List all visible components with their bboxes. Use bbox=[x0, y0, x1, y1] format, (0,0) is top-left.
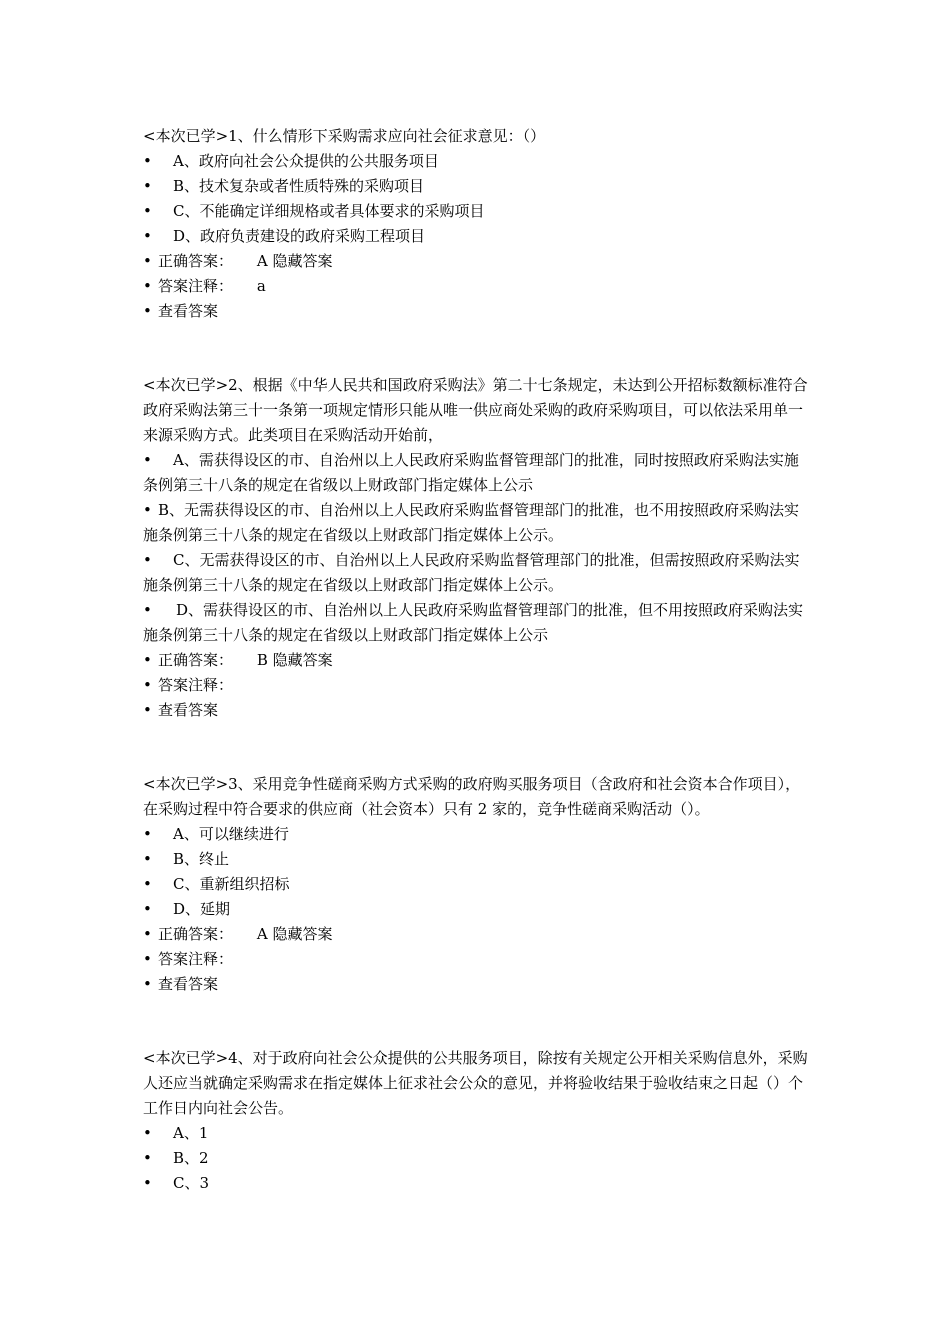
view-answer-row: • 查看答案 bbox=[143, 302, 219, 320]
hide-answer-link[interactable]: 隐藏答案 bbox=[272, 925, 333, 943]
question-stem: <本次已学>1、什么情形下采购需求应向社会征求意见：（） bbox=[143, 127, 546, 145]
question-stem: <本次已学>2、根据《中华人民共和国政府采购法》第二十七条规定，未达到公开招标数额标准符合政府采购法第三十一条第一项规定情形只能从唯一供应商处采购的政府采购项目，可以依法采用单一来源采购方式。此类项目在采购活动开始前， bbox=[143, 376, 808, 444]
question-stem: <本次已学>3、采用竞争性磋商采购方式采购的政府购买服务项目（含政府和社会资本合作项目），在采购过程中符合要求的供应商（社会资本）只有 2 家的，竞争性磋商采购活动（）。 bbox=[143, 775, 801, 818]
correct-answer-label: 正确答案： bbox=[158, 925, 234, 943]
option-c[interactable]: • C、重新组织招标 bbox=[143, 875, 290, 893]
correct-answer-row: • 正确答案： A 隐藏答案 bbox=[143, 252, 333, 270]
option-c[interactable]: • C、3 bbox=[143, 1174, 210, 1192]
correct-answer-label: 正确答案： bbox=[158, 252, 234, 270]
option-a[interactable]: • A、1 bbox=[143, 1124, 209, 1142]
answer-note-row: • 答案注释： a bbox=[143, 277, 266, 295]
hide-answer-link[interactable]: 隐藏答案 bbox=[272, 252, 333, 270]
question-4 bbox=[143, 1046, 808, 1196]
option-d[interactable]: • D、需获得设区的市、自治州以上人民政府采购监督管理部门的批准，但不用按照政府采购法实施条例第三十八条的规定在省级以上财政部门指定媒体上公示 bbox=[143, 601, 804, 644]
correct-answer-value: B bbox=[256, 651, 268, 669]
view-answer-link[interactable]: 查看答案 bbox=[158, 975, 219, 993]
question-3 bbox=[143, 772, 808, 997]
document-page bbox=[143, 124, 808, 1196]
view-answer-row: • 查看答案 bbox=[143, 701, 219, 719]
option-c[interactable]: • C、不能确定详细规格或者具体要求的采购项目 bbox=[143, 202, 485, 220]
answer-note-row: • 答案注释： bbox=[143, 950, 234, 968]
question-2 bbox=[143, 373, 808, 723]
option-d[interactable]: • D、政府负责建设的政府采购工程项目 bbox=[143, 227, 426, 245]
option-b[interactable]: • B、终止 bbox=[143, 850, 230, 868]
option-b[interactable]: • B、2 bbox=[143, 1149, 209, 1167]
correct-answer-row: • 正确答案： B 隐藏答案 bbox=[143, 651, 333, 669]
answer-note-value: a bbox=[256, 277, 266, 295]
answer-note-label: 答案注释： bbox=[158, 277, 234, 295]
option-a[interactable]: • A、政府向社会公众提供的公共服务项目 bbox=[143, 152, 439, 170]
option-a[interactable]: • A、需获得设区的市、自治州以上人民政府采购监督管理部门的批准，同时按照政府采购法实施条例第三十八条的规定在省级以上财政部门指定媒体上公示 bbox=[143, 451, 799, 494]
view-answer-link[interactable]: 查看答案 bbox=[158, 701, 219, 719]
question-1 bbox=[143, 124, 808, 324]
answer-note-label: 答案注释： bbox=[158, 950, 234, 968]
view-answer-row: • 查看答案 bbox=[143, 975, 219, 993]
view-answer-link[interactable]: 查看答案 bbox=[158, 302, 219, 320]
correct-answer-value: A bbox=[256, 925, 268, 943]
option-b[interactable]: • B、无需获得设区的市、自治州以上人民政府采购监督管理部门的批准，也不用按照政府采购法实施条例第三十八条的规定在省级以上财政部门指定媒体上公示。 bbox=[143, 501, 800, 544]
option-b[interactable]: • B、技术复杂或者性质特殊的采购项目 bbox=[143, 177, 425, 195]
option-a[interactable]: • A、可以继续进行 bbox=[143, 825, 289, 843]
option-c[interactable]: • C、无需获得设区的市、自治州以上人民政府采购监督管理部门的批准，但需按照政府采购法实施条例第三十八条的规定在省级以上财政部门指定媒体上公示。 bbox=[143, 551, 800, 594]
option-d[interactable]: • D、延期 bbox=[143, 900, 231, 918]
answer-note-row: • 答案注释： bbox=[143, 676, 234, 694]
answer-note-label: 答案注释： bbox=[158, 676, 234, 694]
correct-answer-row: • 正确答案： A 隐藏答案 bbox=[143, 925, 333, 943]
question-stem: <本次已学>4、对于政府向社会公众提供的公共服务项目，除按有关规定公开相关采购信息外，采购人还应当就确定采购需求在指定媒体上征求社会公众的意见，并将验收结果于验收结束之日起（）个工作日内向社会公告。 bbox=[143, 1049, 808, 1117]
correct-answer-value: A bbox=[256, 252, 268, 270]
hide-answer-link[interactable]: 隐藏答案 bbox=[272, 651, 333, 669]
correct-answer-label: 正确答案： bbox=[158, 651, 234, 669]
